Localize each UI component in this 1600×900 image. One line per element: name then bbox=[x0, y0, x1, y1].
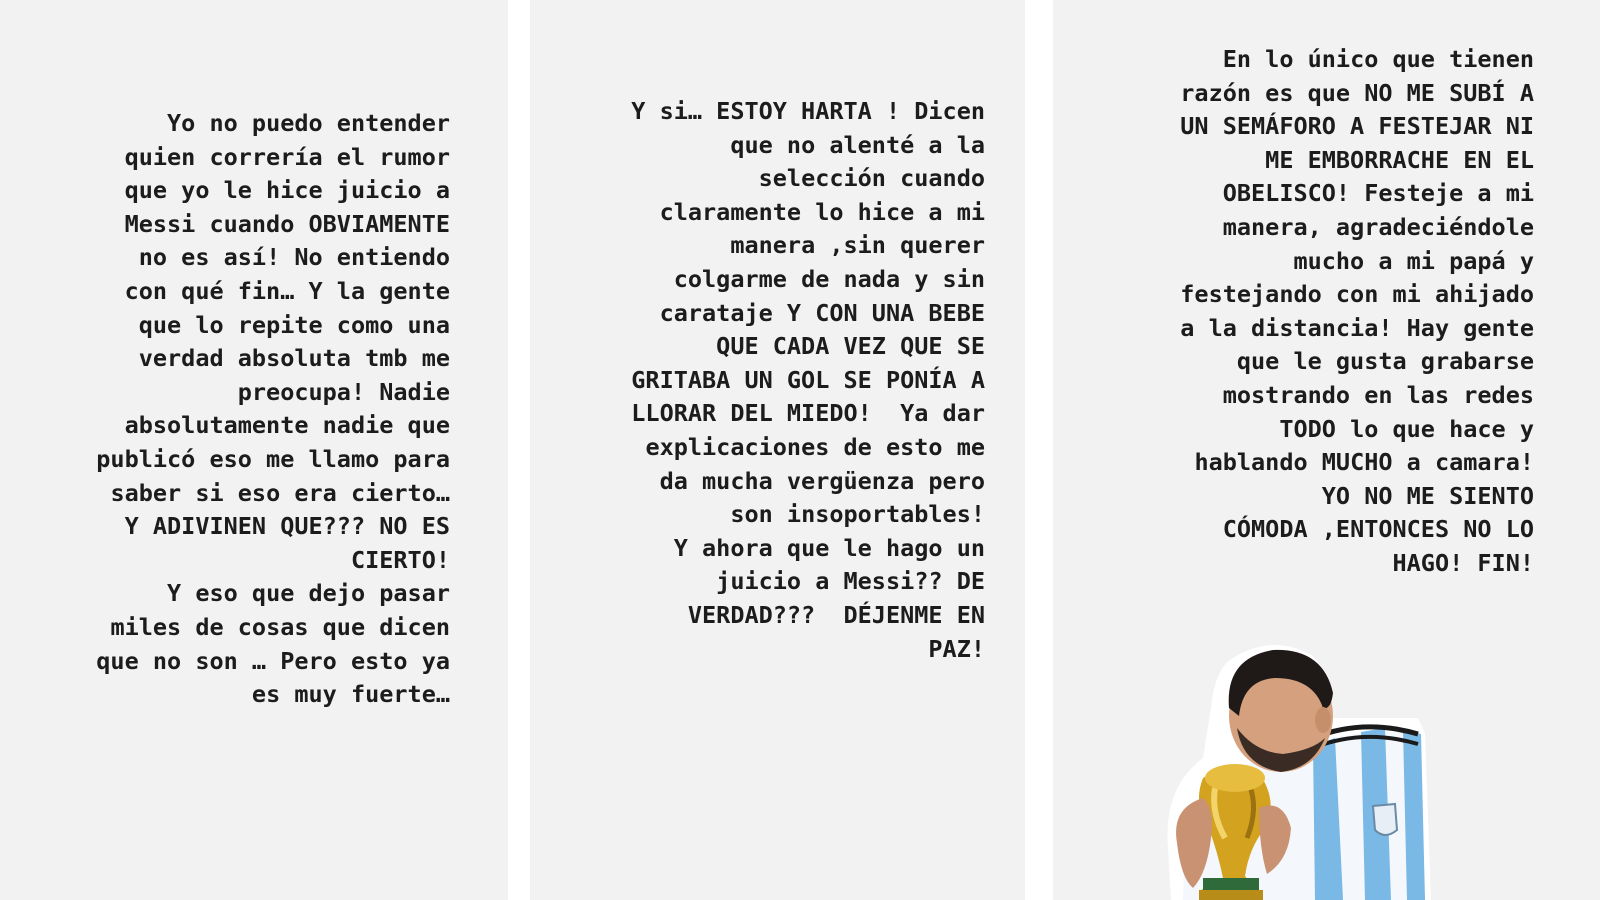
story-panel-1 bbox=[0, 0, 508, 900]
story-panel-3 bbox=[1053, 0, 1600, 900]
story-text-1: Yo no puedo entender quien correría el rumor que yo le hice juicio a Messi cuando OBVIAMENTE no es así! No entiendo con qué fin… Y la gente que lo repite como una verdad absoluta tmb me preocupa! Nadie absolutamente nadie que publicó eso me llamo para saber si eso era cierto… Y ADIVINEN QUE??? NO ES CIERTO! Y eso que dejo pasar miles de cosas que dicen que no son … Pero esto ya es muy fuerte… bbox=[96, 109, 450, 709]
story-text-3: En lo único que tienen razón es que NO ME SUBÍ A UN SEMÁFORO A FESTEJAR NI ME EMBORRACHE EN EL OBELISCO! Festeje a mi manera, agradeciéndole mucho a mi papá y festejando con mi ahijado a la distancia! Hay gente que le gusta grabarse mostrando en las redes TODO lo que hace y hablando MUCHO a camara! YO NO ME SIENTO CÓMODA ,ENTONCES NO LO HAGO! FIN! bbox=[1180, 45, 1534, 577]
story-panel-2 bbox=[530, 0, 1025, 900]
player-kissing-trophy-icon bbox=[1163, 638, 1438, 900]
story-text-2: Y si… ESTOY HARTA ! Dicen que no alenté a la selección cuando claramente lo hice a mi manera ,sin querer colgarme de nada y sin carataje Y CON UNA BEBE QUE CADA VEZ QUE SE GRITABA UN GOL SE PONÍA A LLORAR DEL MIEDO! Ya dar explicaciones de esto me da mucha vergüenza pero son insoportables! Y ahora que le hago un juicio a Messi?? DE VERDAD??? DÉJENME EN PAZ! bbox=[631, 97, 985, 663]
